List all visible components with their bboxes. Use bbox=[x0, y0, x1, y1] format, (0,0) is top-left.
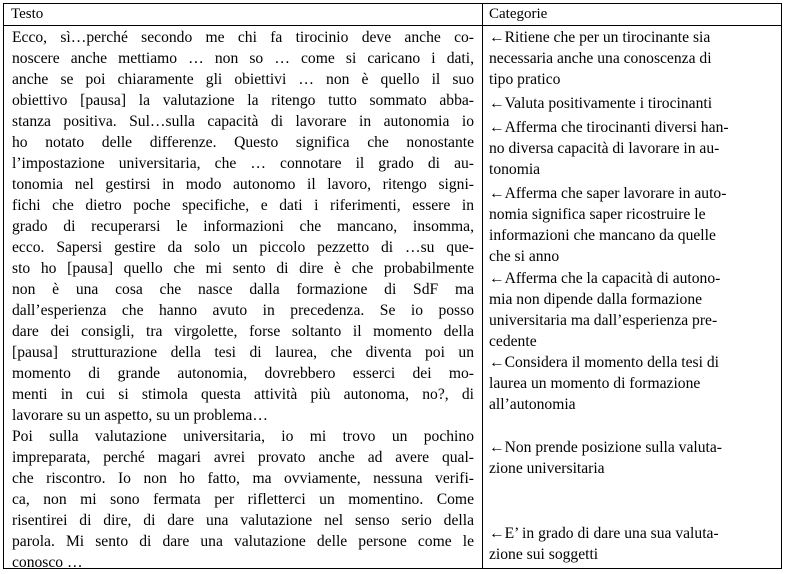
text-line: anche se poi chiaramente gli obiettivi … non è quello il suo bbox=[12, 71, 474, 88]
text-line: ho notato delle differenze. Questo significa che nonostante bbox=[12, 134, 474, 151]
header-text: Testo bbox=[11, 6, 44, 22]
category-line: ←Ritiene che per un tirocinante sia bbox=[489, 29, 711, 46]
text-line: fichi che dietro poche specifiche, e dati i riferimenti, essere in bbox=[12, 197, 474, 214]
category-line: necessaria anche una conoscenza di bbox=[489, 50, 712, 67]
category-line: ←Valuta positivamente i tirocinanti bbox=[489, 95, 713, 112]
category-line: nomia significa saper ricostruire le bbox=[489, 206, 706, 223]
text-line: obiettivo [pausa] la valutazione la ritengo tutto sommato abba- bbox=[12, 92, 474, 109]
text-line: momento di grande autonomia, dovrebbero esserci dei mo- bbox=[12, 365, 474, 382]
category-line: ←Afferma che la capacità di autono- bbox=[489, 270, 721, 287]
text-line: [pausa] strutturazione della tesi di laurea, che diventa poi un bbox=[12, 344, 474, 361]
text-line: che riscontro. Io non ho fatto, ma ovviamente, nessuna verifi- bbox=[12, 470, 474, 487]
text-line: Poi sulla valutazione universitaria, io mi trovo un pochino bbox=[12, 428, 474, 445]
text-line: Ecco, sì…perché secondo me chi fa tirocinio deve anche co- bbox=[12, 29, 474, 46]
coding-table bbox=[3, 3, 782, 569]
text-line: l’impostazione universitaria, che … connotare il grado di au- bbox=[12, 155, 474, 172]
text-line: parola. Mi sento di dare una valutazione delle persone come le bbox=[12, 533, 474, 550]
category-line: tipo pratico bbox=[489, 71, 561, 88]
category-line: ←Considera il momento della tesi di bbox=[489, 354, 719, 371]
text-line: dall’esperienza che hanno avuto in precedenza. Se io posso bbox=[12, 302, 474, 319]
text-line: stanza positiva. Sul…sulla capacità di lavorare in autonomia io bbox=[12, 113, 474, 130]
text-line: tonomia nel gestirsi in modo autonomo il lavoro, ritengo signi- bbox=[12, 176, 474, 193]
category-line: ←E’ in grado di dare una sua valuta- bbox=[489, 525, 719, 542]
text-line: conosco … bbox=[12, 554, 83, 571]
column-divider bbox=[482, 4, 483, 568]
text-line: risentirei di dire, di dare una valutazione nel senso serio della bbox=[12, 512, 474, 529]
header-categories: Categorie bbox=[489, 6, 548, 22]
text-line: ecco. Sapersi gestire da solo un piccolo pezzetto di …su que- bbox=[12, 239, 474, 256]
text-line: non è una cosa che nasce dalla formazione di SdF ma bbox=[12, 281, 474, 298]
text-line: menti in cui si stimola questa attività più autonoma, no?, di bbox=[12, 386, 474, 403]
category-line: mia non dipende dalla formazione bbox=[489, 291, 703, 308]
category-line: laurea un momento di formazione bbox=[489, 375, 701, 392]
category-line: zione universitaria bbox=[489, 460, 605, 477]
category-line: informazioni che mancano da quelle bbox=[489, 227, 716, 244]
category-line: all’autonomia bbox=[489, 396, 576, 413]
category-line: zione sui soggetti bbox=[489, 546, 599, 563]
category-line: no diversa capacità di lavorare in au- bbox=[489, 140, 720, 157]
category-line: tonomia bbox=[489, 161, 541, 178]
category-line: ←Afferma che saper lavorare in auto- bbox=[489, 185, 727, 202]
text-line: grado di recuperarsi le informazioni che mancano, insomma, bbox=[12, 218, 474, 235]
category-line: cedente bbox=[489, 333, 537, 350]
text-line: noscere anche mettiamo … non so … come si caricano i dati, bbox=[12, 50, 474, 67]
category-line: ←Afferma che tirocinanti diversi han- bbox=[489, 119, 729, 136]
text-line: impreparata, perché magari avrei provato anche ad avere qual- bbox=[12, 449, 474, 466]
text-line: sto ho [pausa] quello che mi sento di dire è che probabilmente bbox=[12, 260, 474, 277]
header-divider bbox=[4, 25, 781, 26]
text-line: lavorare su un aspetto, su un problema… bbox=[12, 407, 268, 424]
text-line: dare dei consigli, tra virgolette, forse soltanto il momento della bbox=[12, 323, 474, 340]
category-line: che si anno bbox=[489, 248, 560, 265]
text-line: ca, non mi sono fermata per rifletterci un momentino. Come bbox=[12, 491, 474, 508]
category-line: universitaria ma dall’esperienza pre- bbox=[489, 312, 718, 329]
category-line: ←Non prende posizione sulla valuta- bbox=[489, 439, 722, 456]
